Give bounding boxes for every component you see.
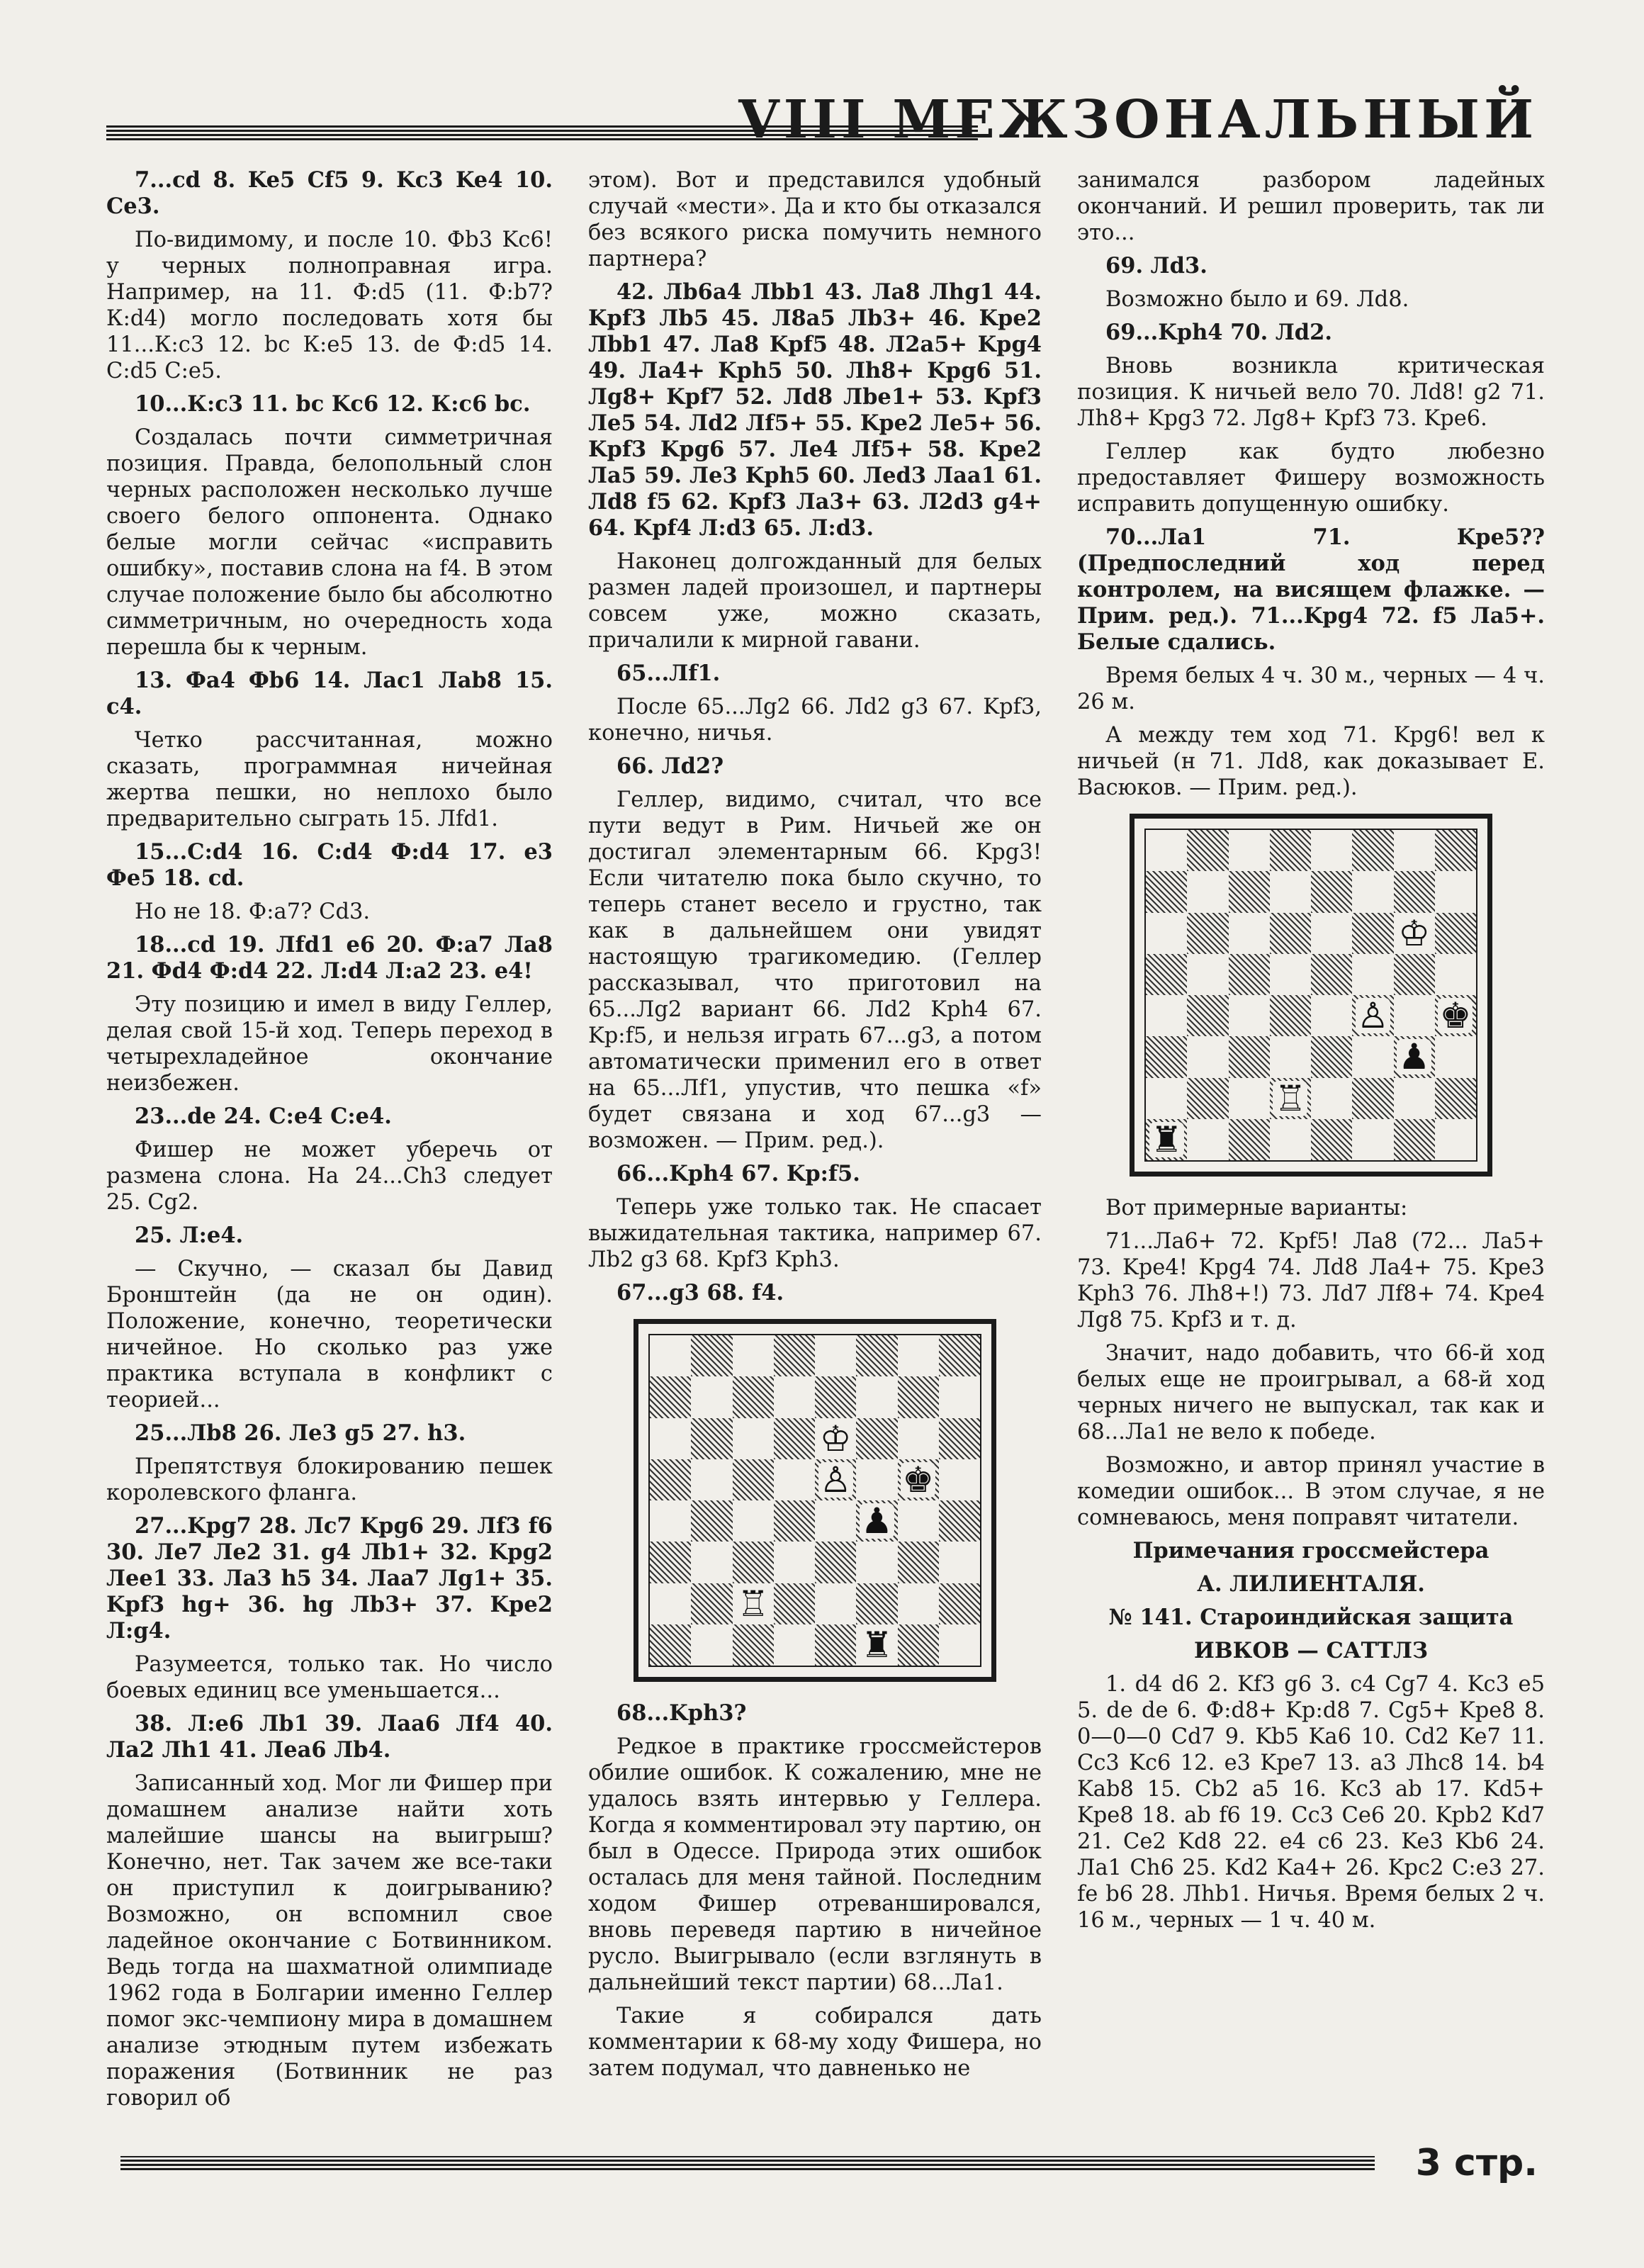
move-text: 13. Фa4 Фb6 14. Лac1 Лab8 15. c4. (106, 668, 553, 719)
board-square (1435, 913, 1476, 954)
chess-piece-icon: ♙ (1356, 995, 1389, 1037)
board-square (1311, 830, 1352, 871)
board-square (1270, 1119, 1311, 1160)
board-square (774, 1376, 815, 1418)
board-square (1270, 954, 1311, 995)
board-square (898, 1335, 939, 1376)
board-square (1311, 1078, 1352, 1119)
move-text: 67...g3 68. f4. (616, 1280, 784, 1306)
chess-piece-icon: ♖ (1274, 1077, 1307, 1119)
board-square (1352, 954, 1393, 995)
chess-piece-icon: ♙ (819, 1459, 852, 1500)
board-square (1146, 1036, 1187, 1077)
board-square (898, 1418, 939, 1459)
board-square (1146, 871, 1187, 912)
board-square (1146, 1119, 1187, 1160)
board-square (774, 1624, 815, 1666)
board-square (1435, 830, 1476, 871)
column-2 (588, 167, 1042, 2089)
board-square (691, 1335, 732, 1376)
board-square (1435, 871, 1476, 912)
board-square (856, 1583, 897, 1624)
board-square (939, 1583, 980, 1624)
chess-piece-icon: ♔ (819, 1418, 852, 1459)
commentary-paragraph: Фишер не может уберечь от размена слона. На 24...Ch3 следует 25. Cg2. (106, 1138, 553, 1215)
board-square (1187, 1078, 1228, 1119)
board-square (650, 1500, 691, 1542)
board-square (939, 1624, 980, 1666)
move-text: 65...Лf1. (616, 661, 721, 686)
board-square (1229, 995, 1270, 1036)
commentary-paragraph: занимался разбором ладейных окончаний. И решил проверить, так ли это... (1077, 168, 1545, 245)
board-square (1435, 995, 1476, 1036)
board-square (733, 1459, 774, 1500)
board-square (774, 1335, 815, 1376)
board-square (1187, 871, 1228, 912)
board-square (691, 1459, 732, 1500)
board-square (1311, 913, 1352, 954)
commentary-paragraph: Возможно было и 69. Лd8. (1105, 287, 1409, 312)
board-square (774, 1583, 815, 1624)
move-text: 69. Лd3. (1105, 253, 1207, 279)
move-text: 68...Kph3? (616, 1700, 747, 1726)
board-square (1187, 830, 1228, 871)
page-number: 3 стр. (1415, 2142, 1538, 2184)
chess-piece-icon: ♜ (860, 1624, 893, 1666)
board-square (1146, 995, 1187, 1036)
chess-piece-icon: ♜ (1150, 1118, 1183, 1160)
commentary-paragraph: Наконец долгожданный для белых размен ладей произошел, и партнеры совсем уже, можно сказать, причалили к мирной гавани. (588, 549, 1042, 653)
commentary-paragraph: Разумеется, только так. Но число боевых единиц все уменьшается... (106, 1652, 553, 1703)
commentary-paragraph: Время белых 4 ч. 30 м., черных — 4 ч. 26 м. (1077, 663, 1545, 714)
header (106, 85, 1538, 156)
column-3-top (1077, 167, 1545, 801)
board-square (733, 1624, 774, 1666)
commentary-paragraph: Редкое в практике гроссмейстеров обилие ошибок. К сожалению, мне не удалось взять интервью у Геллера. Когда я комментировал эту партию, он был в Одессе. Природа этих ошибок осталась для меня тайной. Последним ходом Фишер отреваншировался, вновь переведя партию в ничейное русло. Выигрывало (если взглянуть в дальнейший текст партии) 68...Лa1. (588, 1734, 1042, 1995)
board-square (1435, 1119, 1476, 1160)
board-square (1270, 995, 1311, 1036)
board-square (691, 1418, 732, 1459)
chess-piece-icon: ♖ (737, 1583, 770, 1624)
board-square (939, 1376, 980, 1418)
commentary-paragraph: Возможно, и автор принял участие в комедии ошибок... В этом случае, я не сомневаюсь, меня поправят читатели. (1077, 1453, 1545, 1530)
board-square (1229, 1078, 1270, 1119)
move-text: 66...Kph4 67. Kp:f5. (616, 1161, 860, 1186)
board-square (1311, 1119, 1352, 1160)
board-square (1394, 1036, 1435, 1077)
commentary-paragraph: Эту позицию и имел в виду Геллер, делая свой 15-й ход. Теперь переход в четырехладейное окончание неизбежен. (106, 992, 553, 1096)
chess-diagram-1 (634, 1319, 996, 1682)
board-square (856, 1459, 897, 1500)
board-square (650, 1583, 691, 1624)
commentary-paragraph: 71...Лa6+ 72. Kpf5! Лa8 (72... Лa5+ 73. Kpe4! Kpg4 74. Лd8 Лa4+ 75. Kpe3 Kph3 76. Лh8+!) 73. Лd7 Лf8+ 74. Kpe4 Лg8 75. Kpf3 и т. д. (1077, 1229, 1545, 1332)
board-square (1229, 1119, 1270, 1160)
commentary-paragraph: Вновь возникла критическая позиция. К ничьей вело 70. Лd8! g2 71. Лh8+ Kpg3 72. Лg8+ Kpf3 73. Kpe6. (1077, 354, 1545, 431)
board-square (898, 1583, 939, 1624)
commentary-paragraph: Но не 18. Ф:a7? Cd3. (135, 899, 371, 924)
move-text: 42. Лb6a4 Лbb1 43. Лa8 Лhg1 44. Kpf3 Лb5 45. Л8a5 Лb3+ 46. Kpe2 Лbb1 47. Лa8 Kpf5 48. Л2a5+ Kpg4 49. Лa4+ Kph5 50. Лh8+ Kpg6 51. Лg8+ Kpf7 52. Лd8 Лbe1+ 53. Kpf3 Лe5 54. Лd2 Лf5+ 55. Kpe2 Лe5+ 56. Kpf3 Kpg6 57. Лe4 Лf5+ 58. Kpe2 Лa5 59. Лe3 Kph5 60. Лed3 Лaa1 61. Лd8 f5 62. Kpf3 Лa3+ 63. Л2d3 g4+ 64. Kpf4 Л:d3 65. Л:d3. (588, 279, 1042, 541)
commentary-paragraph: этом). Вот и представился удобный случай «мести». Да и кто бы отказался без всякого риска помучить немного партнера? (588, 168, 1042, 271)
board-square (1352, 1078, 1393, 1119)
board-square (774, 1459, 815, 1500)
chess-piece-icon: ♚ (902, 1459, 935, 1500)
board-square (1394, 995, 1435, 1036)
board-square (898, 1624, 939, 1666)
commentary-paragraph: Препятствуя блокированию пешек королевского фланга. (106, 1454, 553, 1505)
board-square (856, 1624, 897, 1666)
board-square (939, 1335, 980, 1376)
commentary-paragraph: Создалась почти симметричная позиция. Правда, белопольный слон черных расположен несколько лучше своего белого оппонента. Однако белые могли сейчас «исправить ошибку», поставив слона на f4. В этом случае положение было бы абсолютно симметричным, но очередность хода перешла бы к черным. (106, 425, 553, 660)
chess-diagram-2 (1130, 814, 1492, 1177)
move-text: 23...de 24. С:e4 С:e4. (135, 1104, 392, 1129)
board-square (1394, 830, 1435, 871)
board-square (691, 1542, 732, 1583)
board-square (1270, 1078, 1311, 1119)
chess-piece-icon: ♚ (1439, 995, 1472, 1037)
board-square (774, 1418, 815, 1459)
board-square (815, 1583, 856, 1624)
board-square (774, 1500, 815, 1542)
board-square (856, 1376, 897, 1418)
footer-rule (120, 2156, 1375, 2170)
board-square (939, 1500, 980, 1542)
commentary-paragraph: По-видимому, и после 10. Фb3 Kc6! у черных полноправная игра. Например, на 11. Ф:d5 (11. Ф:b7? К:d4) могло последовать хотя бы 11...К:c3 12. bc К:e5 13. de Ф:d5 14. С:d5 С:e5. (106, 228, 553, 383)
board-square (650, 1335, 691, 1376)
board-square (650, 1418, 691, 1459)
board-square (1146, 954, 1187, 995)
move-text: 38. Л:e6 Лb1 39. Лaa6 Лf4 40. Лa2 Лh1 41. Лea6 Лb4. (106, 1711, 553, 1763)
board-square (1435, 954, 1476, 995)
move-text: 18...cd 19. Лfd1 e6 20. Ф:a7 Лa8 21. Фd4 Ф:d4 22. Л:d4 Л:a2 23. e4! (106, 932, 553, 984)
move-text: 70...Лa1 71. Kpe5?? (Предпоследний ход перед контролем, на висящем флажке. — Прим. ред.). 71...Kpg4 72. f5 Лa5+. Белые сдались. (1077, 524, 1545, 655)
page-title: VIII МЕЖЗОНАЛЬНЫЙ (738, 89, 1538, 150)
move-text: 25...Лb8 26. Лe3 g5 27. h3. (135, 1420, 466, 1446)
board-square (733, 1542, 774, 1583)
board-square (1146, 913, 1187, 954)
board-square (1352, 1119, 1393, 1160)
board-square (815, 1459, 856, 1500)
board-square (1352, 871, 1393, 912)
commentary-paragraph: Записанный ход. Мог ли Фишер при домашнем анализе найти хоть малейшие шансы на выигрыш? Конечно, нет. Так зачем же все-таки он приступил к доигрыванию? Возможно, он вспомнил свое ладейное окончание с Ботвинником. Ведь тогда на шахматной олимпиаде 1962 года в Болгарии именно Геллер помог экс-чемпиону мира в домашнем анализе этюдным путем избежать поражения (Ботвинник не раз говорил об (106, 1771, 553, 2111)
commentary-paragraph: 1. d4 d6 2. Kf3 g6 3. c4 Cg7 4. Kc3 e5 5. de de 6. Ф:d8+ Kp:d8 7. Cg5+ Kpe8 8. 0—0—0 Cd7 9. Kb5 Ka6 10. Cd2 Ke7 11. Cc3 Kc6 12. e3 Kpe7 13. a3 Лhc8 14. b4 Kab8 15. Cb2 a5 16. Kc3 ab 17. Kd5+ Kpe8 18. ab f6 19. Cc3 Ce6 20. Kpb2 Kd7 21. Ce2 Kd8 22. e4 c6 23. Ke3 Kb6 24. Лa1 Ch6 25. Kd2 Ka4+ 26. Kpc2 С:e3 27. fe b6 28. Лhb1. Ничья. Время белых 2 ч. 16 м., черных — 1 ч. 40 м. (1077, 1672, 1545, 1933)
board-square (898, 1459, 939, 1500)
board-square (650, 1624, 691, 1666)
board-square (1394, 913, 1435, 954)
column-2-top (588, 167, 1042, 1306)
board-square (1187, 1119, 1228, 1160)
board-square (1435, 1036, 1476, 1077)
board-square (733, 1335, 774, 1376)
board-square (1270, 1036, 1311, 1077)
board-square (691, 1624, 732, 1666)
move-text: 66. Лd2? (616, 753, 724, 779)
board-square (1270, 913, 1311, 954)
board-square (691, 1376, 732, 1418)
commentary-paragraph: Значит, надо добавить, что 66-й ход белых еще не проигрывал, а 68-й ход черных ничего не выпускал, так как и 68...Лa1 не вело к победе. (1077, 1341, 1545, 1444)
board-square (650, 1542, 691, 1583)
board-square (1352, 913, 1393, 954)
move-text: Примечания гроссмейстера (1132, 1538, 1490, 1564)
footer (106, 2142, 1538, 2199)
board-square (856, 1500, 897, 1542)
board-square (1229, 954, 1270, 995)
board-square (898, 1376, 939, 1418)
commentary-paragraph: Вот примерные варианты: (1105, 1196, 1408, 1220)
board-square (1229, 830, 1270, 871)
column-2-bottom (588, 1700, 1042, 2082)
board-square (939, 1459, 980, 1500)
board-square (815, 1542, 856, 1583)
move-text: № 141. Староиндийская защита (1108, 1605, 1514, 1630)
board-square (691, 1500, 732, 1542)
board-square (856, 1335, 897, 1376)
board-square (1435, 1078, 1476, 1119)
chess-piece-icon: ♟ (860, 1500, 893, 1542)
board-square (733, 1500, 774, 1542)
board-square (1352, 830, 1393, 871)
board-square (939, 1542, 980, 1583)
commentary-paragraph: Четко рассчитанная, можно сказать, программная ничейная жертва пешки, но неплохо было предварительно сыграть 15. Лfd1. (106, 728, 553, 831)
board-square (856, 1418, 897, 1459)
board-square (1311, 954, 1352, 995)
board-square (733, 1583, 774, 1624)
board-square (898, 1542, 939, 1583)
board-square (1270, 830, 1311, 871)
board-square (733, 1418, 774, 1459)
board-square (815, 1624, 856, 1666)
move-text: 69...Kph4 70. Лd2. (1105, 320, 1332, 345)
board-square (1394, 1119, 1435, 1160)
move-text: 27...Kpg7 28. Лc7 Kpg6 29. Лf3 f6 30. Лe7 Лe2 31. g4 Лb1+ 32. Kpg2 Лee1 33. Лa3 h5 34. Лaa7 Лg1+ 35. Kpf3 hg+ 36. hg Лb3+ 37. Kpe2 Л:g4. (106, 1513, 553, 1644)
board-square (1311, 1036, 1352, 1077)
board-square (1146, 830, 1187, 871)
board-square (1187, 913, 1228, 954)
column-1 (106, 167, 553, 2118)
move-text: ИВКОВ — САТТЛЗ (1194, 1638, 1428, 1663)
board-square (1187, 995, 1228, 1036)
board-square (733, 1376, 774, 1418)
board-square (774, 1542, 815, 1583)
board-square (1229, 1036, 1270, 1077)
board-square (1394, 1078, 1435, 1119)
board-square (1352, 1036, 1393, 1077)
board-square (1187, 1036, 1228, 1077)
chess-board-grid (648, 1334, 981, 1667)
chess-piece-icon: ♔ (1398, 912, 1431, 954)
column-3-bottom (1077, 1195, 1545, 1933)
commentary-paragraph: После 65...Лg2 66. Лd2 g3 67. Kpf3, конечно, ничья. (588, 695, 1042, 746)
board-square (1146, 1078, 1187, 1119)
chess-board-grid (1144, 829, 1477, 1162)
board-square (939, 1418, 980, 1459)
move-text: А. ЛИЛИЕНТАЛЯ. (1197, 1571, 1425, 1597)
chess-piece-icon: ♟ (1398, 1036, 1431, 1078)
board-square (815, 1376, 856, 1418)
board-square (650, 1459, 691, 1500)
commentary-paragraph: Такие я собирался дать комментарии к 68-му ходу Фишера, но затем подумал, что давненько не (588, 2004, 1042, 2081)
board-square (1187, 954, 1228, 995)
board-square (1352, 995, 1393, 1036)
commentary-paragraph: А между тем ход 71. Kpg6! вел к ничьей (н 71. Лd8, как доказывает Е. Васюков. — Прим. ред.). (1077, 723, 1545, 800)
board-square (650, 1376, 691, 1418)
board-square (1229, 913, 1270, 954)
commentary-paragraph: Геллер, видимо, считал, что все пути ведут в Рим. Ничьей же он достигал элементарным 66. Kpg3! Если читателю пока было скучно, то теперь станет весело и грустно, так как в дальнейшем они увидят настоящую трагикомедию. (Геллер рассказывал, что приготовил на 65...Лg2 вариант 66. Лd2 Kph4 67. Kp:f5, и нельзя играть 67...g3, а потом автоматически применил его в ответ на 65...Лf1, упустив, что пешка «f» будет связана и ход 67...g3 — возможен. — Прим. ред.). (588, 787, 1042, 1153)
move-text: 7...cd 8. Ke5 Cf5 9. Kc3 Ke4 10. Ce3. (106, 167, 553, 219)
board-square (1311, 871, 1352, 912)
board-square (691, 1583, 732, 1624)
board-square (1394, 954, 1435, 995)
board-square (1270, 871, 1311, 912)
board-square (815, 1335, 856, 1376)
board-square (898, 1500, 939, 1542)
board-square (1311, 995, 1352, 1036)
move-text: 10...К:c3 11. bc Kc6 12. К:c6 bc. (135, 391, 531, 417)
board-square (815, 1500, 856, 1542)
board-square (856, 1542, 897, 1583)
board-square (815, 1418, 856, 1459)
column-3 (1077, 167, 1545, 1941)
board-square (1229, 871, 1270, 912)
move-text: 15...С:d4 16. С:d4 Ф:d4 17. e3 Фe5 18. cd. (106, 839, 553, 891)
commentary-paragraph: — Скучно, — сказал бы Давид Бронштейн (да не он один). Положение, конечно, теоретически ничейное. Но сколько раз уже практика вступала в конфликт с теорией... (106, 1257, 553, 1413)
commentary-paragraph: Теперь уже только так. Не спасает выжидательная тактика, например 67. Лb2 g3 68. Kpf3 Kph3. (588, 1195, 1042, 1272)
board-square (1394, 871, 1435, 912)
move-text: 25. Л:e4. (135, 1223, 244, 1248)
commentary-paragraph: Геллер как будто любезно предоставляет Фишеру возможность исправить допущенную ошибку. (1077, 439, 1545, 517)
